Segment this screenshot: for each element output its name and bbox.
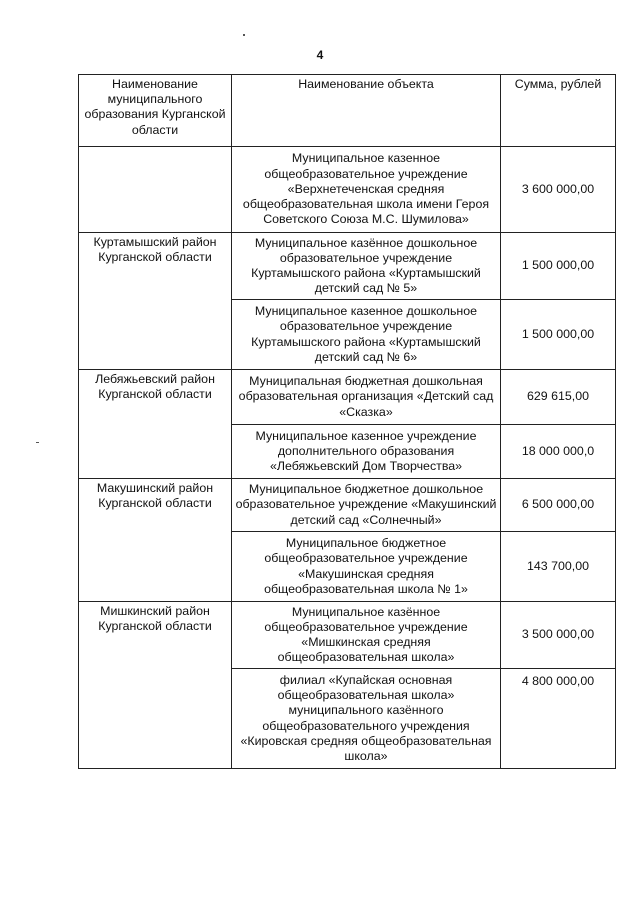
- municipality-cell: [79, 300, 232, 370]
- municipality-cell: [79, 425, 232, 479]
- amount-cell: 629 615,00: [501, 370, 616, 425]
- amount-cell: 143 700,00: [501, 532, 616, 602]
- amount-cell: 4 800 000,00: [501, 669, 616, 769]
- header-object: Наименование объекта: [232, 75, 501, 147]
- header-municipality: Наименование муниципального образования Курганской области: [79, 75, 232, 147]
- amount-cell: 1 500 000,00: [501, 300, 616, 370]
- table-row: [79, 669, 616, 769]
- page-number: 4: [316, 48, 324, 62]
- amount-cell: 1 500 000,00: [501, 233, 616, 300]
- object-cell: филиал «Купайская основная общеобразовательная школа» муниципального казённого общеобразовательного учреждения «Кировская средняя общеобразовательная школа»: [232, 669, 501, 769]
- municipality-cell: Лебяжьевский район Курганской области: [79, 370, 232, 425]
- object-cell: Муниципальное казённое дошкольное образовательное учреждение Куртамышского района «Куртамышский детский сад № 5»: [232, 233, 501, 300]
- amount-cell: 3 500 000,00: [501, 602, 616, 669]
- object-cell: Муниципальное казенное учреждение дополнительного образования «Лебяжьевский Дом Творчества»: [232, 425, 501, 479]
- funding-table: [78, 74, 616, 769]
- municipality-cell: [79, 532, 232, 602]
- table-row: [79, 147, 616, 233]
- scan-speck: [36, 442, 39, 443]
- table-row: [79, 602, 616, 669]
- amount-cell: 6 500 000,00: [501, 479, 616, 532]
- municipality-cell: Мишкинский район Курганской области: [79, 602, 232, 669]
- scan-speck: [243, 34, 245, 36]
- table-row: [79, 425, 616, 479]
- municipality-cell: [79, 669, 232, 769]
- municipality-cell: Куртамышский район Курганской области: [79, 233, 232, 300]
- table-row: [79, 479, 616, 532]
- amount-cell: 18 000 000,0: [501, 425, 616, 479]
- table-row: [79, 532, 616, 602]
- table-row: [79, 300, 616, 370]
- object-cell: Муниципальное бюджетное дошкольное образовательное учреждение «Макушинский детский сад «Солнечный»: [232, 479, 501, 532]
- amount-cell: 3 600 000,00: [501, 147, 616, 233]
- header-amount: Сумма, рублей: [501, 75, 616, 147]
- object-cell: Муниципальная бюджетная дошкольная образовательная организация «Детский сад «Сказка»: [232, 370, 501, 425]
- object-cell: Муниципальное казённое общеобразовательное учреждение «Мишкинская средняя общеобразовательная школа»: [232, 602, 501, 669]
- table-row: [79, 233, 616, 300]
- object-cell: Муниципальное казенное общеобразовательное учреждение «Верхнетеченская средняя общеобразовательная школа имени Героя Советского Союза М.С. Шумилова»: [232, 147, 501, 233]
- municipality-cell: Макушинский район Курганской области: [79, 479, 232, 532]
- municipality-cell: [79, 147, 232, 233]
- object-cell: Муниципальное бюджетное общеобразовательное учреждение «Макушинская средняя общеобразовательная школа № 1»: [232, 532, 501, 602]
- table-header-row: [79, 75, 616, 147]
- object-cell: Муниципальное казенное дошкольное образовательное учреждение Куртамышского района «Куртамышский детский сад № 6»: [232, 300, 501, 370]
- table-row: [79, 370, 616, 425]
